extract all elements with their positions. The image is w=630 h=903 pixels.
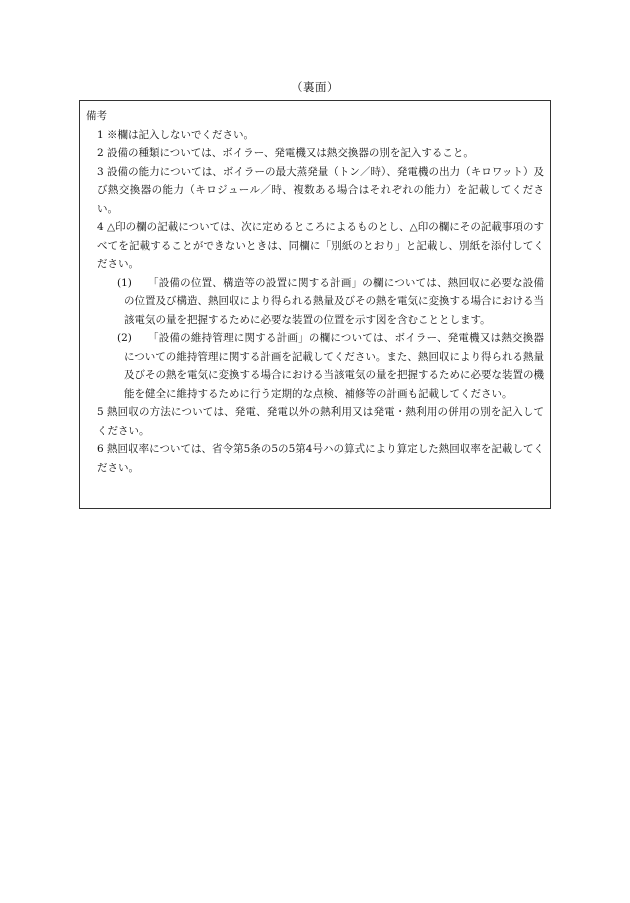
remark-item-2 [86,144,544,163]
remark-item-5 [86,403,544,440]
remark-number: 3 [97,165,104,178]
remark-number: 6 [97,443,104,455]
remark-text: 熱回収の方法については、発電、発電以外の熱利用又は発電・熱利用の併用の別を記入してください。 [97,406,544,437]
remark-text: 設備の種類については、ボイラー、発電機又は熱交換器の別を記入すること。 [107,147,474,159]
remarks-box [79,100,551,509]
remark-number: 4 [97,221,104,233]
remarks-title: 備考 [86,110,107,122]
remark-text: 設備の能力については、ボイラーの最大蒸発量（トン／時）、発電機の出力（キロワット）及び熱交換器の能力（キロジュール／時、複数ある場合はそれぞれの能力）を記載してください。 [97,165,544,215]
remark-text: ※欄は記入しないでください。 [107,128,254,141]
page-side-label: （裏面） [291,80,339,94]
remark-subitem-number: (1) [117,276,132,289]
remark-subitem-text: 「設備の維持管理に関する計画」の欄については、ボイラー、発電機又は熱交換器についての維持管理に関する計画を記載してください。また、熱回収により得られる熱量及びその熱を電気に変換する場合における当該電気の量を把握するために必要な装置の機能を健全に維持するために行う定期的な点検、補修等の計画も記載してください。 [124,332,544,400]
remark-subitem-number: (2) [117,332,132,344]
remark-item-1 [86,126,544,145]
remark-item-4 [86,218,544,274]
remark-text: 熱回収率については、省令第5条の5の5第4号ハの算式により算定した熱回収率を記載してください。 [97,443,544,474]
remark-subitem-1 [86,274,544,330]
remark-subitem-2 [86,329,544,403]
remark-number: 1 [97,128,104,141]
remark-number: 2 [97,147,104,159]
remark-item-3 [86,163,544,219]
remark-number: 5 [97,406,104,418]
remark-item-6 [86,440,544,477]
remark-subitem-text: 「設備の位置、構造等の設置に関する計画」の欄については、熱回収に必要な設備の位置及び構造、熱回収により得られる熱量及びその熱を電気に変換する場合における当該電気の量を把握するために必要な装置の位置を示す図を含むこととします。 [124,276,544,326]
remark-text: △印の欄の記載については、次に定めるところによるものとし、△印の欄にその記載事項のすべてを記載することができないときは、同欄に「別紙のとおり」と記載し、別紙を添付してください。 [97,221,544,270]
